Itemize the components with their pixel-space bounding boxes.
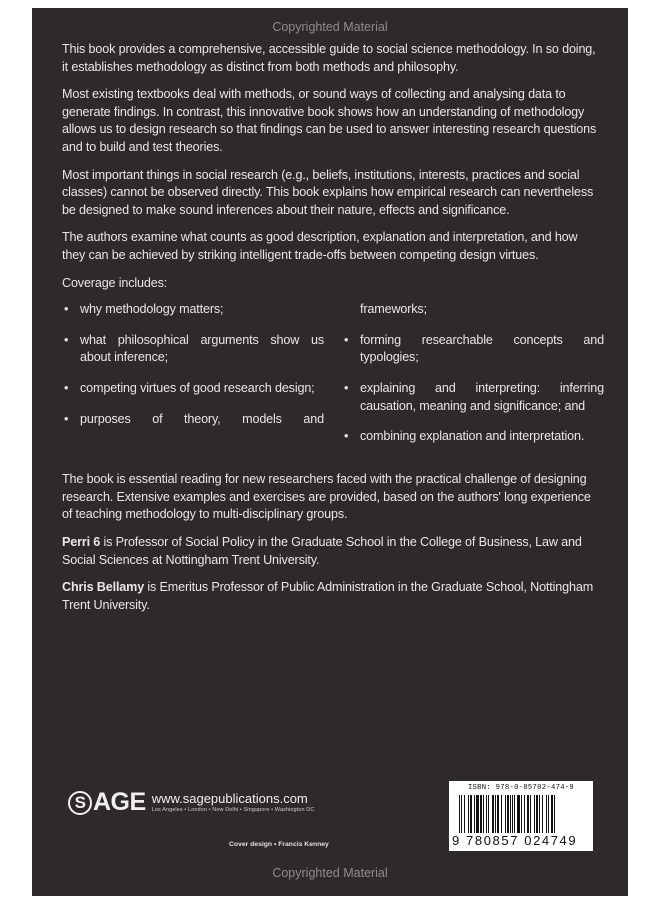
- sage-wordmark: [68, 788, 146, 817]
- barcode-bar: [530, 795, 531, 833]
- copyright-watermark-bottom: Copyrighted Material: [272, 866, 388, 880]
- barcode-bar: [486, 795, 487, 833]
- barcode-bar: [480, 795, 482, 833]
- barcode-bar: [474, 795, 475, 833]
- coverage-item: • competing virtues of good research design;: [62, 380, 324, 398]
- isbn-label: ISBN: 978-0-85702-474-9: [467, 784, 575, 792]
- barcode-bar: [459, 795, 460, 833]
- author-name: Chris Bellamy: [62, 580, 145, 595]
- barcode-bar: [536, 795, 538, 833]
- sage-s-icon: S: [68, 791, 92, 815]
- barcode-bar: [501, 795, 502, 833]
- barcode-bar: [524, 795, 525, 833]
- author-bio-text: is Professor of Social Policy in the Graduate School in the College of Business, Law and Social Sciences at Nottingham Trent University.: [62, 534, 582, 567]
- paragraph-methods: Most existing textbooks deal with methods, or sound ways of collecting and analysing data to generate findings. In contrast, this innovative book shows how an understanding of methodology allows us to design research so that findings can be used to answer interesting research questions and to build and test theories.: [62, 87, 597, 154]
- barcode-bar: [497, 795, 499, 833]
- barcode-bar: [534, 795, 535, 833]
- sage-logo: [68, 788, 314, 817]
- barcode-bar: [468, 795, 469, 833]
- barcode-bars: [459, 795, 585, 833]
- barcode-digits: 9 780857 024749: [452, 833, 578, 848]
- coverage-item-continuation: frameworks;: [360, 302, 427, 317]
- barcode-bar: [507, 795, 509, 833]
- barcode-bar: [505, 795, 506, 833]
- barcode-bar: [521, 795, 522, 833]
- paragraph-authors-examine: The authors examine what counts as good description, explanation and interpretation, and how they can be achieved by striking intelligent trade-offs between competing design virtues.: [62, 230, 578, 262]
- cover-design-credit: Cover design • Francis Kenney: [229, 841, 329, 848]
- coverage-column-left: [62, 301, 324, 441]
- barcode-bar: [539, 795, 540, 833]
- coverage-item: • forming researchable concepts and typologies;: [342, 332, 604, 367]
- barcode-bar: [517, 795, 520, 833]
- author-bio-text: is Emeritus Professor of Public Administration in the Graduate School, Nottingham Trent University.: [62, 580, 594, 612]
- barcode-bar: [488, 795, 489, 833]
- coverage-item: • combining explanation and interpretation.: [342, 428, 604, 446]
- sage-wordmark-text: AGE: [93, 788, 146, 816]
- barcode-bar: [546, 795, 547, 833]
- author-bio: [62, 579, 604, 614]
- coverage-item: • explaining and interpreting: inferring causation, meaning and significance; and: [342, 380, 604, 415]
- barcode-bar: [483, 795, 484, 833]
- coverage-intro: Coverage includes:: [62, 275, 168, 290]
- coverage-list: [62, 301, 604, 471]
- barcode-bar: [542, 795, 543, 833]
- barcode-bar: [551, 795, 553, 833]
- barcode-bar: [510, 795, 511, 833]
- barcode-bar: [548, 795, 549, 833]
- barcode-bar: [476, 795, 479, 833]
- barcode-bar: [554, 795, 555, 833]
- author-bio: [62, 534, 604, 569]
- barcode-bar: [470, 795, 472, 833]
- isbn-barcode: [449, 781, 593, 851]
- barcode-bar: [492, 795, 494, 833]
- paragraph-intro: This book provides a comprehensive, accessible guide to social science methodology. In so doing, it establishes methodology as distinct from both methods and philosophy.: [62, 42, 596, 74]
- publisher-cities: Los Angeles • London • New Delhi • Singapore • Washington DC: [151, 807, 315, 813]
- publisher-url: www.sagepublications.com: [151, 791, 308, 806]
- paragraph-closing: The book is essential reading for new researchers faced with the practical challenge of designing research. Extensive examples and exercises are provided, based on the authors' long experience of teaching methodology to multi-disciplinary groups.: [62, 472, 591, 522]
- back-cover: [32, 8, 628, 896]
- copyright-watermark-top: Copyrighted Material: [272, 20, 388, 34]
- barcode-bar: [512, 795, 513, 833]
- barcode-bar: [514, 795, 515, 833]
- coverage-column-right: [342, 301, 604, 459]
- barcode-bar: [527, 795, 529, 833]
- paragraph-observation: Most important things in social research (e.g., beliefs, institutions, interests, practices and social classes) cannot be observed directly. This book explains how empirical research can nevertheless be designed to make sound inferences about their nature, effects and significance.: [62, 167, 594, 217]
- publisher-web: [152, 791, 315, 814]
- blurb: [62, 41, 604, 624]
- coverage-item: • what philosophical arguments show us about inference;: [62, 332, 324, 367]
- author-name: Perri 6: [62, 534, 101, 549]
- barcode-bar: [464, 795, 465, 833]
- barcode-bar: [461, 795, 462, 833]
- barcode-bar: [495, 795, 496, 833]
- coverage-item: • why methodology matters;: [62, 301, 324, 319]
- coverage-item: • purposes of theory, models and: [62, 411, 324, 429]
